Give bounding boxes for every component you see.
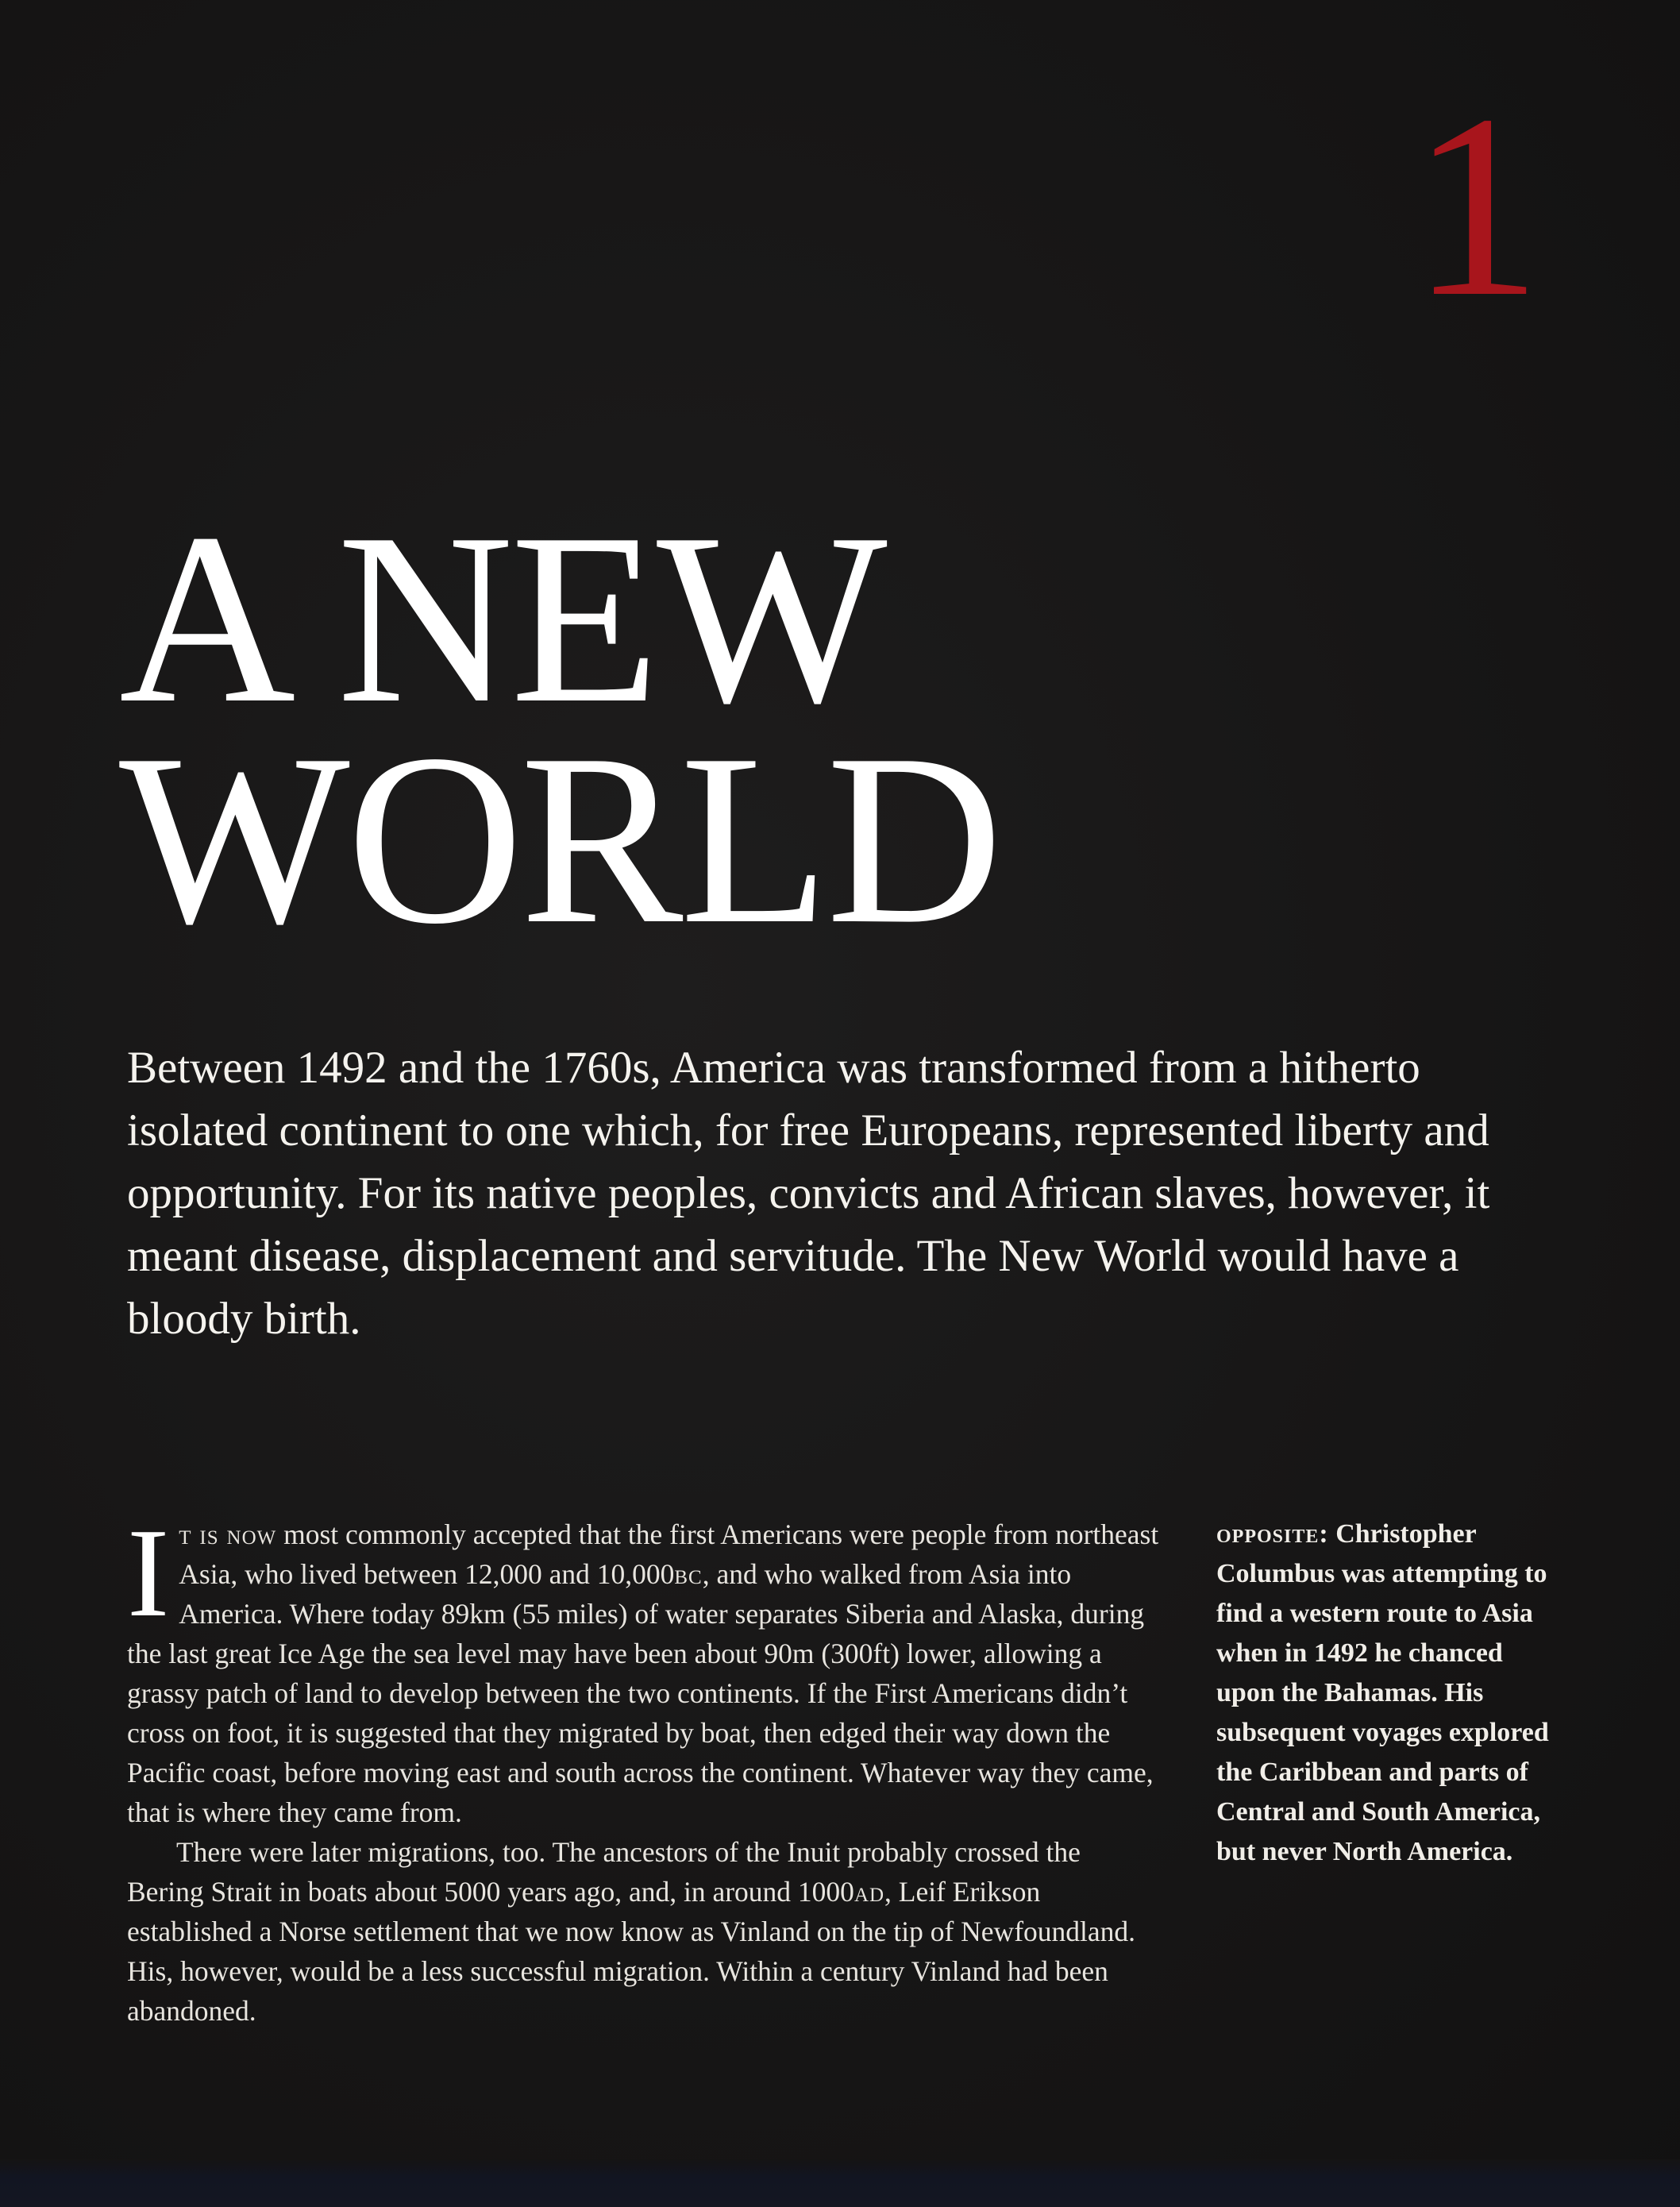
chapter-title xyxy=(119,483,1231,974)
page-bottom-edge xyxy=(0,2159,1680,2207)
body-text xyxy=(127,1502,1159,2031)
era-bc: bc xyxy=(674,1558,703,1590)
caption-label: opposite: xyxy=(1216,1519,1329,1549)
chapter-title-line-1: A NEW xyxy=(119,483,884,754)
chapter-intro: Between 1492 and the 1760s, America was transformed from a hitherto isolated continent to one which, for free Europeans, represented liberty and opportunity. For its native peoples, convicts and African slaves, however, it meant disease, displacement and servitude. The New World would have a bloody birth. xyxy=(127,1043,1490,1344)
era-ad: ad xyxy=(853,1876,885,1908)
lead-in: t is now xyxy=(179,1518,277,1550)
paragraph-1-end: , and who walked from Asia into America. Where today 89km (55 miles) of water separates Siberia and Alaska, during the last great Ice Age the sea level may have been about 90m (300ft) lower, allowing a grassy patch of land to develop between the two continents. If the First Americans didn’t cross on foot, it is suggested that they migrated by boat, then edged their way down the Pacific coast, before moving east and south across the continent. Whatever way they came, that is where they came from. xyxy=(127,1558,1154,1828)
image-caption xyxy=(1216,1514,1566,1872)
paragraph-2-end: , Leif Erikson established a Norse settlement that we now know as Vinland on the tip of Newfoundland. His, however, would be a less successful migration. Within a century Vinland had been abandoned. xyxy=(127,1876,1136,2027)
paragraph-2-text: There were later migrations, too. The ancestors of the Inuit probably crossed the Bering Strait in boats about 5000 years ago, and, in around 1000 xyxy=(127,1836,1081,1908)
body-paragraph-1 xyxy=(127,1502,1159,1832)
drop-cap: I xyxy=(127,1502,170,1643)
paragraph-1-text: most commonly accepted that the first Americans were people from northeast Asia, who lived between 12,000 and 10,000 xyxy=(179,1518,1159,1590)
body-paragraph-2 xyxy=(127,1832,1159,2031)
chapter-number: 1 xyxy=(1411,61,1537,351)
chapter-title-line-2: WORLD xyxy=(119,704,1000,974)
caption-text: Christopher Columbus was attempting to find a western route to Asia when in 1492 he chanced upon the Bahamas. His subsequent voyages explored the Caribbean and parts of Central and South America, but never North America. xyxy=(1216,1519,1549,1866)
